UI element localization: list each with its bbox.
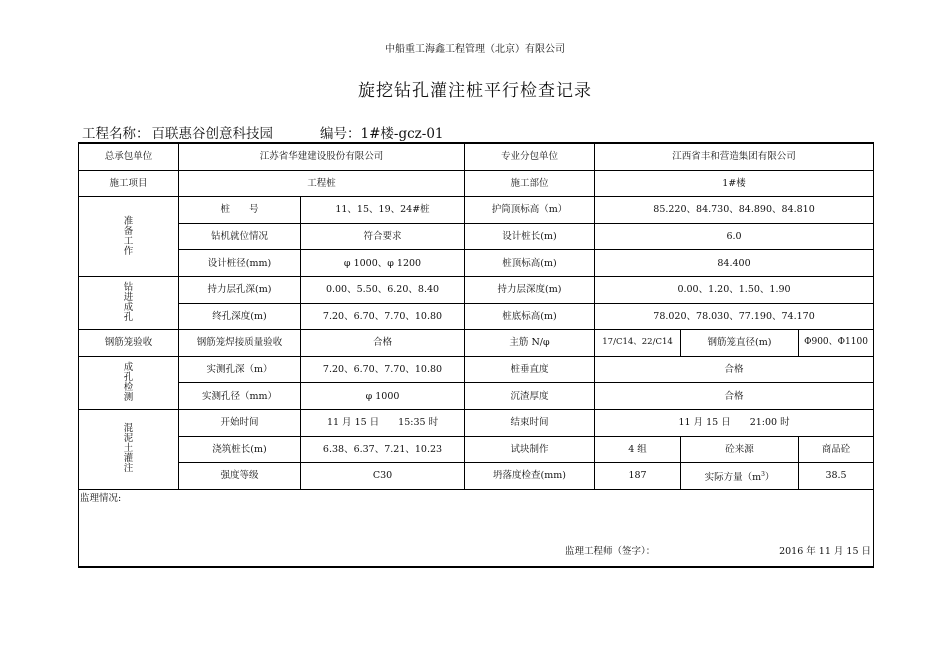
bearing-hole-depth-label: 持力层孔深(m) [179,276,301,303]
project-line [82,122,444,142]
volume-unit-sup: 3 [761,470,765,478]
concrete-group-label [79,409,179,489]
group-char: 准 [123,215,134,227]
table-row [79,383,874,410]
design-length-value: 6.0 [595,223,874,250]
table-row [79,303,874,330]
group-char: 孔 [123,371,134,383]
table-row [79,143,874,170]
group-char: 检 [123,381,134,393]
volume-label-close: ） [764,472,775,483]
inspection-table [78,142,874,568]
record-number [320,122,444,142]
group-char: 注 [123,463,134,475]
rig-position-label: 钻机就位情况 [179,223,301,250]
verticality-value: 合格 [595,356,874,383]
measured-depth-value: 7.20、6.70、7.70、10.80 [301,356,465,383]
engineer-signature-label: 监理工程师（签字）： [565,545,656,557]
group-char: 钻 [123,282,134,294]
pile-bottom-value: 78.020、78.030、77.190、74.170 [595,303,874,330]
company-name: 中船重工海鑫工程管理（北京）有限公司 [385,44,565,55]
construction-part-label: 施工部位 [465,170,595,197]
cage-accept-label: 钢筋笼验收 [79,330,179,357]
supervision-remarks [79,489,874,567]
number-label: 编号： [320,126,361,142]
start-time-value: 11 月 15 日 15:35 时 [301,409,465,436]
general-contractor-value: 江苏省华建建设股份有限公司 [179,143,465,170]
cage-diameter-value: Φ900、Φ1100 [799,330,874,357]
group-char: 工 [123,235,134,247]
table-row [79,463,874,490]
project-name: 百联惠谷创意科技园 [151,126,273,142]
actual-volume-value: 38.5 [799,463,874,490]
casing-top-value: 85.220、84.730、84.890、84.810 [595,197,874,224]
project-label: 工程名称： [82,126,150,142]
table-row [79,197,874,224]
start-time-label: 开始时间 [179,409,301,436]
table-row [79,330,874,357]
volume-label-text: 实际方量（m [704,472,762,483]
group-char: 泥 [123,433,134,445]
table-row [79,170,874,197]
specimen-label: 试块制作 [465,436,595,463]
cage-weld-value: 合格 [301,330,465,357]
construction-item-value: 工程桩 [179,170,465,197]
group-char: 测 [123,391,134,403]
concrete-source-label: 砼来源 [681,436,799,463]
concrete-source-value: 商品砼 [799,436,874,463]
design-diameter-label: 设计桩径(mm) [179,250,301,277]
construction-part-value: 1#楼 [595,170,874,197]
subcontractor-value: 江西省丰和营造集团有限公司 [595,143,874,170]
group-char: 土 [123,443,134,455]
group-char: 灌 [123,453,134,465]
pile-no-label: 桩 号 [179,197,301,224]
group-char: 作 [123,245,134,257]
pile-bottom-label: 桩底标高(m) [465,303,595,330]
actual-volume-label [681,463,799,490]
cage-weld-label: 钢筋笼焊接质量验收 [179,330,301,357]
pour-length-label: 浇筑桩长(m) [179,436,301,463]
table-row [79,356,874,383]
measured-depth-label: 实测孔深（m） [179,356,301,383]
end-time-value: 11 月 15 日 21:00 时 [595,409,874,436]
final-depth-value: 7.20、6.70、7.70、10.80 [301,303,465,330]
group-char: 混 [123,423,134,435]
document-title: 旋挖钻孔灌注桩平行检查记录 [358,81,592,101]
table-row [79,436,874,463]
specimen-value: 4 组 [595,436,681,463]
group-char: 备 [123,225,134,237]
final-depth-label: 终孔深度(m) [179,303,301,330]
strength-value: C30 [301,463,465,490]
prep-group-label [79,197,179,277]
pour-length-value: 6.38、6.37、7.21、10.23 [301,436,465,463]
construction-item-label: 施工项目 [79,170,179,197]
bearing-hole-depth-value: 0.00、5.50、6.20、8.40 [301,276,465,303]
design-diameter-value: φ 1000、φ 1200 [301,250,465,277]
group-char: 成 [123,302,134,314]
pile-no-value: 11、15、19、24#桩 [301,197,465,224]
group-char: 进 [123,292,134,304]
bearing-depth-value: 0.00、1.20、1.50、1.90 [595,276,874,303]
design-length-label: 设计桩长(m) [465,223,595,250]
table-row [79,223,874,250]
main-bar-value: 17/C14、22/C14 [595,330,681,357]
measured-diameter-label: 实测孔径（mm） [179,383,301,410]
end-time-label: 结束时间 [465,409,595,436]
table-row [79,250,874,277]
hole-group-label [79,356,179,409]
sediment-value: 合格 [595,383,874,410]
sediment-label: 沉渣厚度 [465,383,595,410]
drill-group-label [79,276,179,329]
signature-date: 2016 年 11 月 15 日 [779,545,872,557]
rig-position-value: 符合要求 [301,223,465,250]
casing-top-label: 护筒顶标高（m） [465,197,595,224]
slump-value: 187 [595,463,681,490]
table-row [79,276,874,303]
pile-top-value: 84.400 [595,250,874,277]
group-char: 成 [123,361,134,373]
slump-label: 坍落度检查(mm) [465,463,595,490]
pile-top-label: 桩顶标高(m) [465,250,595,277]
supervision-label: 监理情况: [80,492,122,504]
bearing-depth-label: 持力层深度(m) [465,276,595,303]
main-bar-label: 主筋 N/φ [465,330,595,357]
table-row [79,409,874,436]
strength-label: 强度等级 [179,463,301,490]
cage-diameter-label: 钢筋笼直径(m) [681,330,799,357]
subcontractor-label: 专业分包单位 [465,143,595,170]
group-char: 孔 [123,312,134,324]
number-value: 1#楼-gcz-01 [360,126,444,142]
general-contractor-label: 总承包单位 [79,143,179,170]
verticality-label: 桩垂直度 [465,356,595,383]
measured-diameter-value: φ 1000 [301,383,465,410]
table-row [79,489,874,567]
